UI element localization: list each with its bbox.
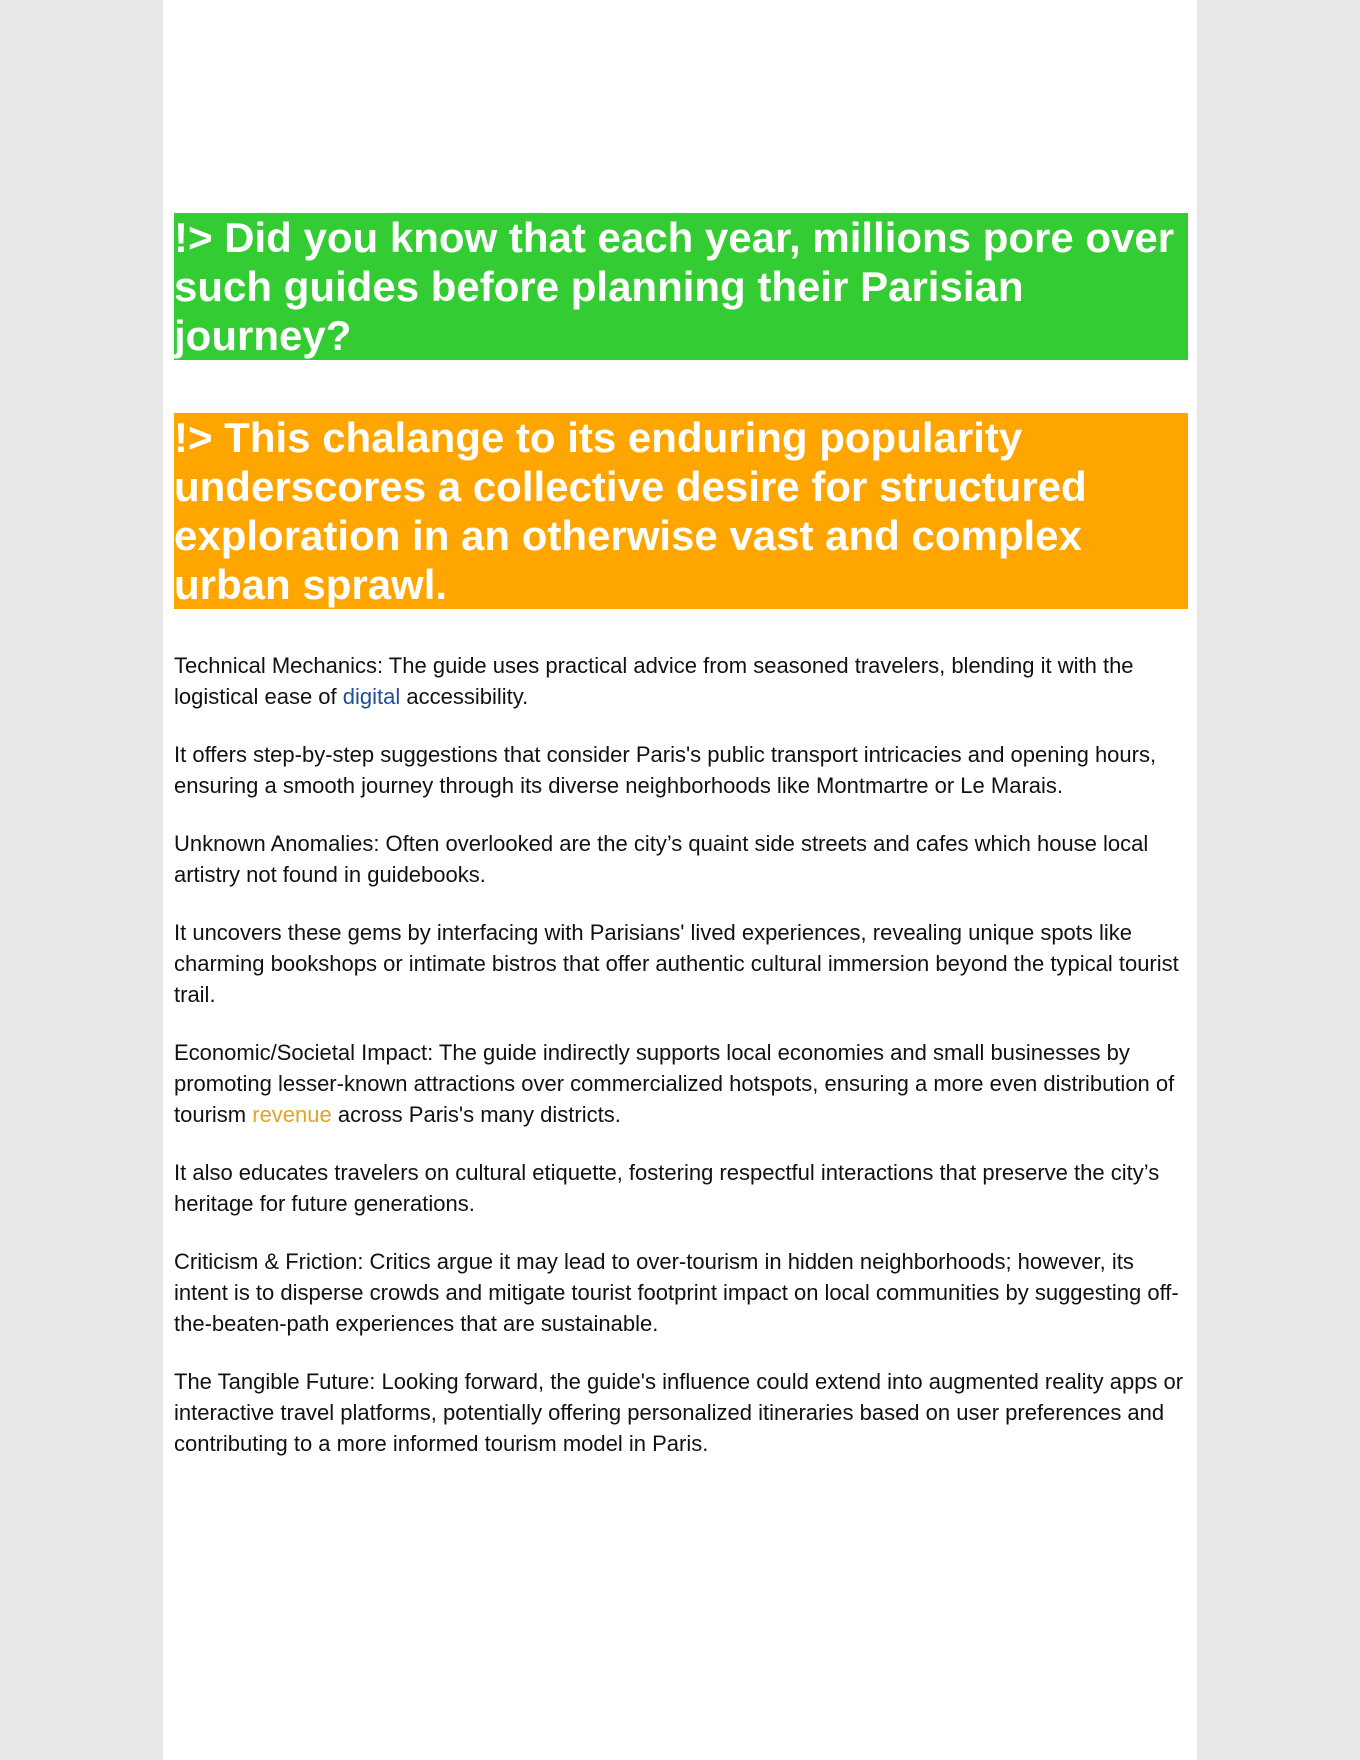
paragraph-cultural-etiquette: It also educates travelers on cultural etiquette, fostering respectful interactions that preserve the city’s heritage for future generations. bbox=[174, 1160, 1160, 1216]
paragraph-criticism: Criticism & Friction: Critics argue it may lead to over-tourism in hidden neighborhoods; however, its intent is to disperse crowds and mitigate tourist footprint impact on local communities by suggesting off-the-beaten-path experiences that are sustainable. bbox=[174, 1249, 1179, 1336]
paragraph-text: Technical Mechanics: The guide uses practical advice from seasoned travelers, blending it with the logistical ease of bbox=[174, 653, 1134, 709]
paragraph-hidden-gems: It uncovers these gems by interfacing with Parisians' lived experiences, revealing unique spots like charming bookshops or intimate bistros that offer authentic cultural immersion beyond the typical tourist trail. bbox=[174, 920, 1179, 1007]
highlight-revenue: revenue bbox=[252, 1102, 332, 1127]
document-page bbox=[163, 0, 1197, 1760]
paragraph-text: across Paris's many districts. bbox=[331, 1102, 621, 1127]
paragraph-text: Economic/Societal Impact: The guide indirectly supports local economies and small businesses by promoting lesser-known attractions over commercialized hotspots, ensuring a more even distribution of tourism bbox=[174, 1040, 1175, 1127]
highlight-link-digital[interactable]: digital bbox=[342, 684, 401, 709]
paragraph-tangible-future: The Tangible Future: Looking forward, the guide's influence could extend into augmented reality apps or interactive travel platforms, potentially offering personalized itineraries based on user preferences and contributing to a more informed tourism model in Paris. bbox=[174, 1369, 1184, 1456]
paragraph-economic-impact bbox=[174, 1037, 1188, 1130]
paragraph-text: accessibility. bbox=[400, 684, 529, 709]
paragraph-step-by-step: It offers step-by-step suggestions that consider Paris's public transport intricacies and opening hours, ensuring a smooth journey through its diverse neighborhoods like Montmartre or Le Marais. bbox=[174, 742, 1157, 798]
paragraph-technical-mechanics bbox=[174, 650, 1188, 712]
paragraph-unknown-anomalies: Unknown Anomalies: Often overlooked are the city’s quaint side streets and cafes which house local artistry not found in guidebooks. bbox=[174, 831, 1149, 887]
callout-orange: !> This chalange to its enduring popularity underscores a collective desire for structured exploration in an otherwise vast and complex urban sprawl. bbox=[174, 413, 1188, 609]
callout-green: !> Did you know that each year, millions pore over such guides before planning their Parisian journey? bbox=[174, 213, 1188, 360]
document-content bbox=[174, 213, 1188, 1486]
